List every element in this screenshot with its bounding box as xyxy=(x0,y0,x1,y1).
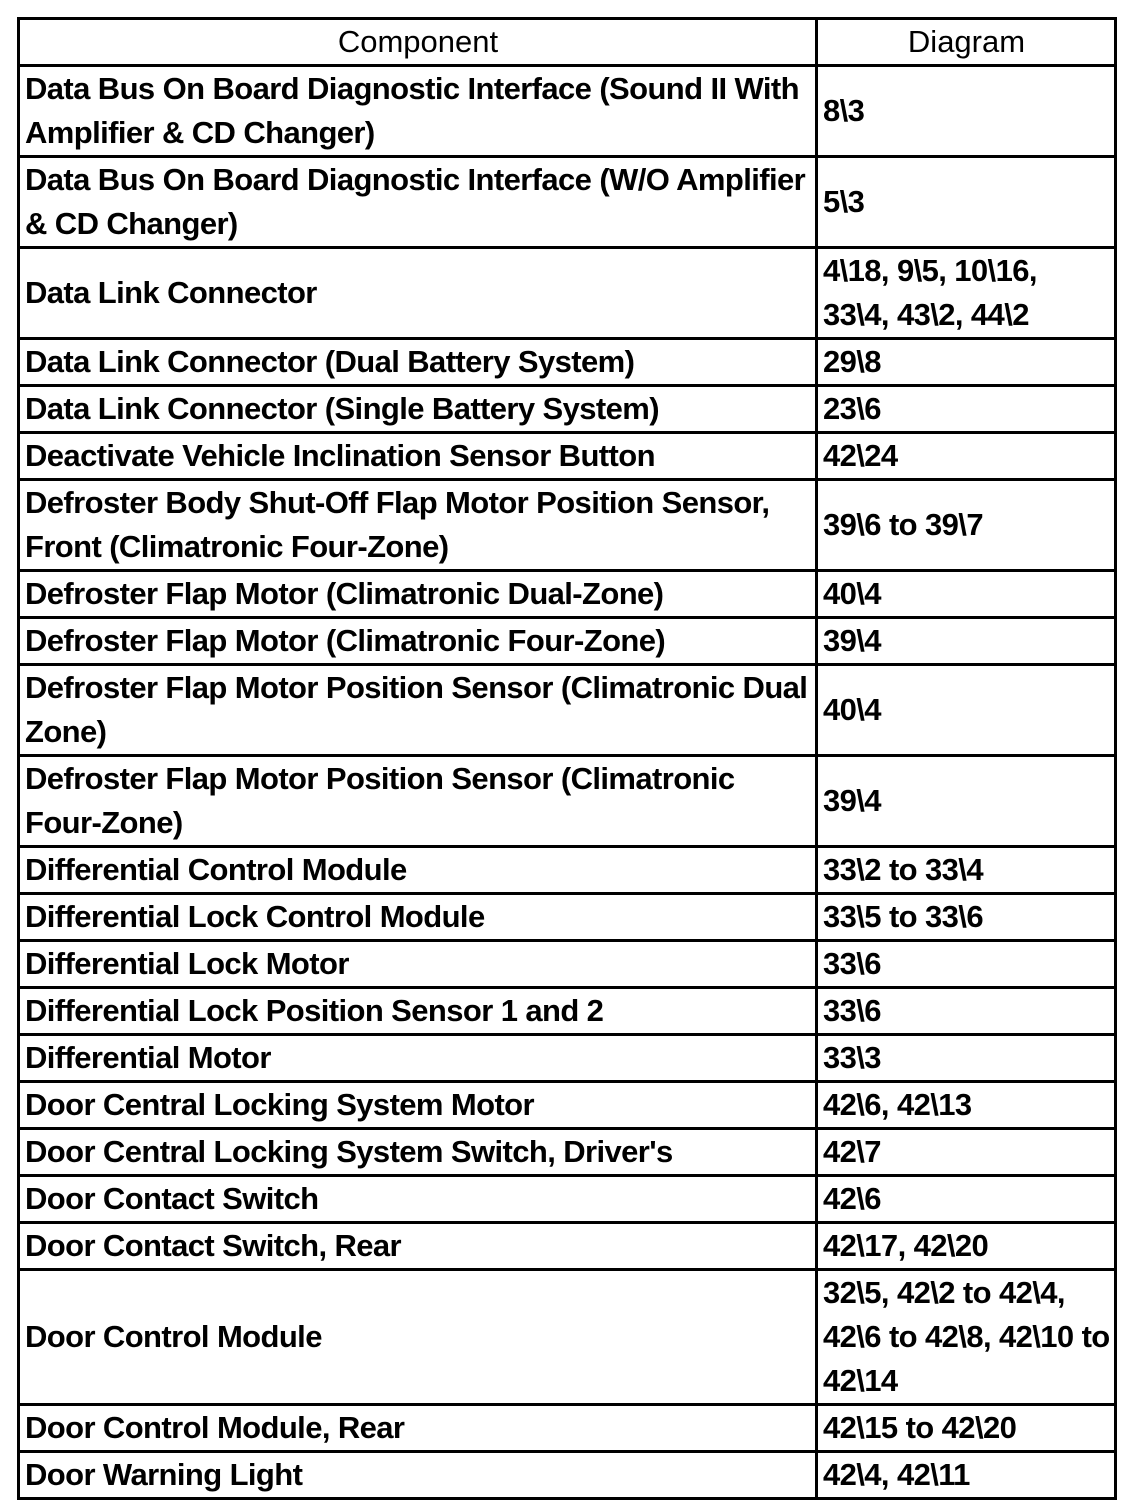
table-row xyxy=(19,157,1116,248)
diagram-cell: 40\4 xyxy=(817,665,1116,756)
component-cell: Differential Motor xyxy=(19,1035,817,1082)
component-cell: Differential Control Module xyxy=(19,847,817,894)
component-cell: Defroster Flap Motor Position Sensor (Climatronic Four-Zone) xyxy=(19,756,817,847)
table-row xyxy=(19,941,1116,988)
diagram-cell: 4\18, 9\5, 10\16, 33\4, 43\2, 44\2 xyxy=(817,248,1116,339)
diagram-cell: 33\3 xyxy=(817,1035,1116,1082)
diagram-cell: 33\2 to 33\4 xyxy=(817,847,1116,894)
component-cell: Door Control Module xyxy=(19,1270,817,1405)
diagram-cell: 39\6 to 39\7 xyxy=(817,480,1116,571)
table-row xyxy=(19,571,1116,618)
table-row xyxy=(19,665,1116,756)
table-row xyxy=(19,756,1116,847)
table-row xyxy=(19,1082,1116,1129)
component-cell: Door Contact Switch, Rear xyxy=(19,1223,817,1270)
table-row xyxy=(19,1452,1116,1499)
diagram-cell: 29\8 xyxy=(817,339,1116,386)
table-row xyxy=(19,618,1116,665)
table-row xyxy=(19,1223,1116,1270)
diagram-cell: 5\3 xyxy=(817,157,1116,248)
table-row xyxy=(19,339,1116,386)
component-cell: Defroster Body Shut-Off Flap Motor Position Sensor, Front (Climatronic Four-Zone) xyxy=(19,480,817,571)
diagram-cell: 39\4 xyxy=(817,618,1116,665)
column-header-component: Component xyxy=(19,19,817,66)
diagram-cell: 42\6, 42\13 xyxy=(817,1082,1116,1129)
table-row xyxy=(19,480,1116,571)
component-cell: Door Central Locking System Motor xyxy=(19,1082,817,1129)
component-cell: Deactivate Vehicle Inclination Sensor Button xyxy=(19,433,817,480)
table-row xyxy=(19,1270,1116,1405)
component-cell: Defroster Flap Motor (Climatronic Four-Zone) xyxy=(19,618,817,665)
table-row xyxy=(19,433,1116,480)
diagram-cell: 42\24 xyxy=(817,433,1116,480)
diagram-cell: 39\4 xyxy=(817,756,1116,847)
table-row xyxy=(19,1035,1116,1082)
component-cell: Data Bus On Board Diagnostic Interface (W/O Amplifier & CD Changer) xyxy=(19,157,817,248)
component-cell: Differential Lock Control Module xyxy=(19,894,817,941)
header-row xyxy=(19,19,1116,66)
component-cell: Data Link Connector xyxy=(19,248,817,339)
diagram-cell: 33\6 xyxy=(817,988,1116,1035)
table-row xyxy=(19,1405,1116,1452)
diagram-cell: 42\6 xyxy=(817,1176,1116,1223)
component-cell: Data Bus On Board Diagnostic Interface (Sound II With Amplifier & CD Changer) xyxy=(19,66,817,157)
component-cell: Differential Lock Position Sensor 1 and 2 xyxy=(19,988,817,1035)
component-cell: Door Contact Switch xyxy=(19,1176,817,1223)
component-cell: Defroster Flap Motor (Climatronic Dual-Zone) xyxy=(19,571,817,618)
table-row xyxy=(19,894,1116,941)
diagram-cell: 40\4 xyxy=(817,571,1116,618)
component-cell: Differential Lock Motor xyxy=(19,941,817,988)
diagram-cell: 23\6 xyxy=(817,386,1116,433)
table-row xyxy=(19,988,1116,1035)
diagram-cell: 42\4, 42\11 xyxy=(817,1452,1116,1499)
table-body xyxy=(19,66,1116,1499)
component-cell: Door Central Locking System Switch, Driver's xyxy=(19,1129,817,1176)
component-cell: Door Control Module, Rear xyxy=(19,1405,817,1452)
table-row xyxy=(19,248,1116,339)
column-header-diagram: Diagram xyxy=(817,19,1116,66)
diagram-cell: 33\5 to 33\6 xyxy=(817,894,1116,941)
table-row xyxy=(19,386,1116,433)
component-cell: Door Warning Light xyxy=(19,1452,817,1499)
diagram-cell: 32\5, 42\2 to 42\4, 42\6 to 42\8, 42\10 to 42\14 xyxy=(817,1270,1116,1405)
table-row xyxy=(19,847,1116,894)
diagram-cell: 42\17, 42\20 xyxy=(817,1223,1116,1270)
table-row xyxy=(19,66,1116,157)
component-cell: Defroster Flap Motor Position Sensor (Climatronic Dual Zone) xyxy=(19,665,817,756)
component-index-table xyxy=(17,17,1117,1500)
diagram-cell: 8\3 xyxy=(817,66,1116,157)
component-cell: Data Link Connector (Single Battery System) xyxy=(19,386,817,433)
component-cell: Data Link Connector (Dual Battery System) xyxy=(19,339,817,386)
diagram-cell: 33\6 xyxy=(817,941,1116,988)
diagram-cell: 42\7 xyxy=(817,1129,1116,1176)
table-row xyxy=(19,1129,1116,1176)
diagram-cell: 42\15 to 42\20 xyxy=(817,1405,1116,1452)
table-row xyxy=(19,1176,1116,1223)
